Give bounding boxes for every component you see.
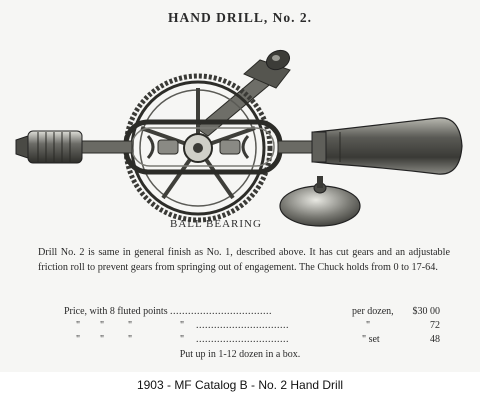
price-row <box>0 334 480 348</box>
price-amount: 72 <box>430 320 440 331</box>
price-unit: " set <box>362 334 380 345</box>
image-caption: 1903 - MF Catalog B - No. 2 Hand Drill <box>136 378 344 392</box>
price-unit: per dozen, <box>352 306 394 317</box>
ditto-mark: " <box>100 320 105 331</box>
price-label: Price, with 8 fluted points <box>64 306 168 317</box>
ditto-mark: " <box>128 334 133 345</box>
ditto-mark: " <box>76 334 81 345</box>
price-amount: $30 00 <box>412 306 440 317</box>
hand-drill-illustration <box>8 36 472 232</box>
price-row <box>0 306 480 320</box>
gear-wheel <box>126 76 270 220</box>
packing-note: Put up in 1-12 dozen in a box. <box>179 349 301 360</box>
figure-caption: BALL BEARING <box>170 218 262 230</box>
ditto-mark: " <box>128 320 133 331</box>
ball-bearing-knob <box>280 176 360 226</box>
catalog-title: HAND DRILL, No. 2. <box>167 10 312 25</box>
description-paragraph: Drill No. 2 is same in general finish as No. 1, described above. It has cut gears and an adjustable friction roll to prevent gears from springing out of engagement. The Chuck holds from 0 to 17-64. <box>38 247 450 273</box>
handle <box>312 118 462 174</box>
price-unit: " <box>366 320 371 331</box>
ditto-mark: " <box>180 334 185 345</box>
price-dots: ............................... <box>196 320 289 331</box>
chuck <box>16 131 82 163</box>
price-amount: 48 <box>430 334 440 345</box>
ditto-mark: " <box>76 320 81 331</box>
price-row <box>0 320 480 334</box>
price-dots: ............................... <box>196 334 289 345</box>
ditto-mark: " <box>100 334 105 345</box>
ditto-mark: " <box>180 320 185 331</box>
price-dots: .................................. <box>170 306 272 317</box>
